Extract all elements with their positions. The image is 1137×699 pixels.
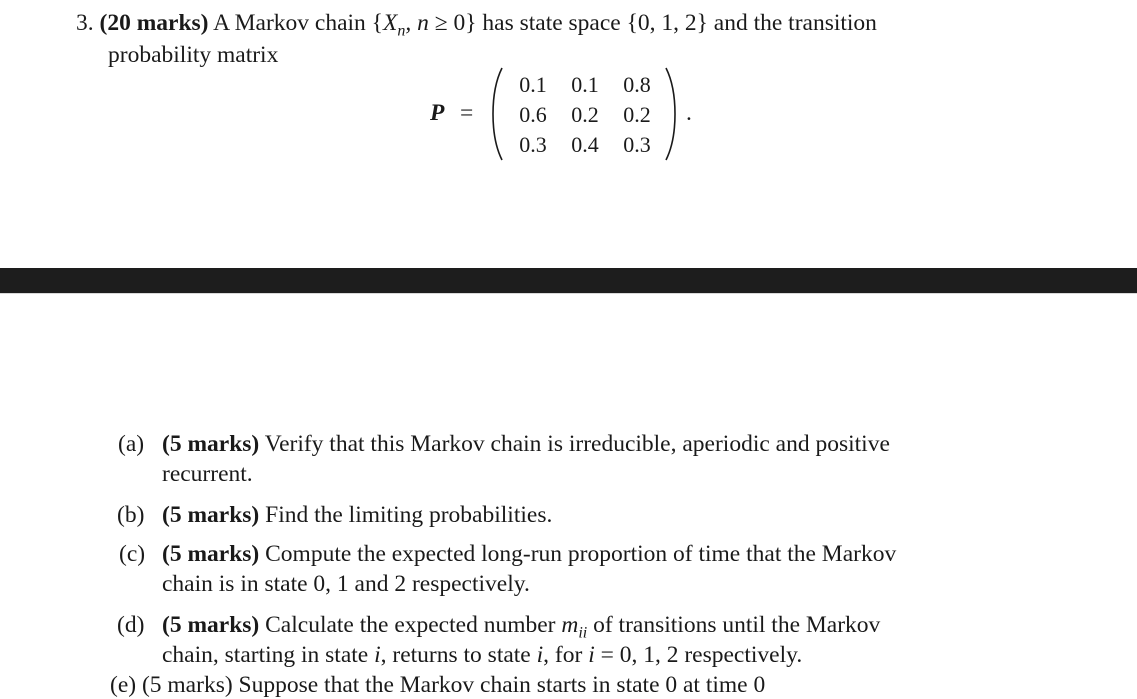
part-d-line2-b: , returns to state — [380, 642, 537, 668]
var-i: i — [536, 642, 544, 668]
var-i: i — [374, 642, 381, 668]
part-c-line1 — [162, 541, 896, 568]
var-n-sub: n — [397, 22, 406, 40]
matrix-label: P — [430, 100, 445, 126]
question-intro: A Markov chain { — [213, 10, 383, 36]
geq-zero: ≥ 0} — [428, 10, 477, 36]
var-i: i — [588, 642, 595, 668]
matrix-equals: = — [460, 100, 474, 126]
part-d-text-b: of transitions until the Markov — [587, 612, 881, 638]
left-paren — [488, 66, 504, 162]
part-c-line2: chain is in state 0, 1 and 2 respectively. — [162, 571, 530, 597]
part-d-line1 — [162, 612, 880, 643]
part-b-text: Find the limiting probabilities. — [259, 502, 553, 528]
cutoff-text: (e) (5 marks) Suppose that the Markov chain starts in state 0 at time 0 — [110, 672, 766, 698]
matrix-cell: 0.4 — [571, 132, 599, 157]
matrix-cell: 0.1 — [519, 72, 547, 97]
matrix-period: . — [686, 100, 692, 126]
question-number: 3. — [76, 10, 94, 36]
part-d-line2-a: chain, starting in state — [162, 642, 375, 668]
part-b-marks: (5 marks) — [162, 502, 260, 528]
question-header-line2: probability matrix — [108, 42, 279, 68]
part-a-marks: (5 marks) — [162, 431, 260, 457]
part-c-label: (c) — [119, 541, 146, 567]
var-m: m — [561, 612, 579, 638]
question-marks: (20 marks) — [99, 10, 209, 36]
cutoff-next-part — [110, 672, 1010, 698]
part-a-line1 — [162, 431, 890, 458]
divider-shadow — [0, 293, 1137, 294]
part-c-marks: (5 marks) — [162, 541, 260, 567]
part-c-text: Compute the expected long-run proportion of time that the Markov — [259, 541, 897, 567]
right-paren — [664, 66, 680, 162]
page-divider — [0, 268, 1137, 293]
part-a-label: (a) — [118, 431, 145, 457]
transition-matrix — [430, 66, 710, 162]
matrix-cell: 0.2 — [623, 102, 651, 127]
part-b-line1 — [162, 502, 552, 529]
var-x: X — [382, 10, 398, 36]
var-m-sub: ii — [578, 624, 588, 642]
part-d-line2-d: = 0, 1, 2 respectively. — [594, 642, 803, 668]
part-d-line2 — [162, 642, 802, 669]
matrix-cell: 0.3 — [623, 132, 651, 157]
question-intro-b: has state space {0, 1, 2} and the transition — [476, 10, 877, 36]
question-header — [76, 10, 877, 41]
part-a-line2: recurrent. — [162, 461, 253, 487]
matrix-cell: 0.8 — [623, 72, 651, 97]
part-d-text-a: Calculate the expected number — [259, 612, 562, 638]
matrix-cell: 0.3 — [519, 132, 547, 157]
matrix-cell: 0.2 — [571, 102, 599, 127]
part-d-marks: (5 marks) — [162, 612, 260, 638]
part-a-text: Verify that this Markov chain is irreducible, aperiodic and positive — [259, 431, 890, 457]
matrix-cell: 0.6 — [519, 102, 547, 127]
var-comma-n: , n — [405, 10, 429, 36]
part-d-line2-c: , for — [543, 642, 589, 668]
part-b-label: (b) — [117, 502, 145, 528]
matrix-cell: 0.1 — [571, 72, 599, 97]
part-d-label: (d) — [117, 612, 145, 638]
